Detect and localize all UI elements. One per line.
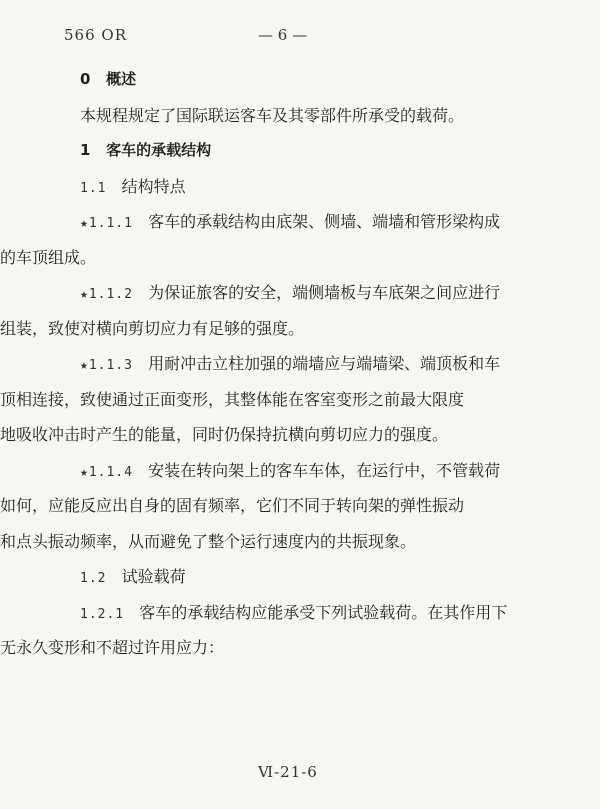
clause-1-1-3-line3: 地吸收冲击时产生的能量，同时仍保持抗横向剪切应力的强度。 [0,425,449,444]
document-body [0,64,548,668]
section-number: 0 [80,70,91,88]
clause-text: 用耐冲击立柱加强的端墙应与端墙梁、端顶板和车 [148,354,501,373]
section-number: 1.2 [80,571,107,586]
clause-number: ★1.1.2 [80,287,133,302]
clause-1-1-2-line2: 组装，致使对横向剪切应力有足够的强度。 [0,318,305,338]
document-code: 566 OR [64,26,127,44]
clause-1-1-3-line1 [80,348,548,380]
section-1-2-heading [80,561,548,593]
page-marker: — 6 — [258,26,308,44]
section-title: 概述 [106,70,137,88]
clause-1-1-4-line1 [80,455,548,487]
clause-1-2-1-line1 [80,597,548,629]
section-title: 客车的承载结构 [106,141,212,159]
clause-1-1-4-line2: 如何，应能反应出自身的固有频率，它们不同于转向架的弹性振动 [0,496,465,515]
clause-text: 客车的承载结构应能承受下列试验载荷。在其作用下 [139,602,508,622]
clause-number: ★1.1.4 [80,464,133,480]
section-number: 1.1 [80,180,107,196]
section-1-heading [80,135,548,167]
clause-1-1-3-line2: 顶相连接，致使通过正面变形，其整体能在客室变形之前最大限度 [0,389,465,409]
clause-1-1-1-line1 [80,206,548,238]
clause-text: 安装在转向架上的客车车体，在运行中，不管载荷 [148,460,501,480]
clause-text: 为保证旅客的安全，端侧墙板与车底架之间应进行 [148,283,501,302]
clause-1-1-2-line1 [80,277,548,309]
clause-1-1-1-line2: 的车顶组成。 [0,247,97,267]
page-footer-label: Ⅵ-21-6 [258,763,318,781]
clause-number: ★1.1.3 [80,358,133,373]
clause-text: 客车的承载结构由底架、侧墙、端墙和管形梁构成 [148,212,501,231]
clause-1-1-4-line3: 和点头振动频率，从而避免了整个运行速度内的共振现象。 [0,531,417,551]
section-title: 试验载荷 [121,567,186,586]
section-0-heading [80,64,548,96]
section-1-1-heading [80,171,548,203]
clause-1-2-1-line2: 无永久变形和不超过许用应力： [0,638,225,657]
section-title: 结构特点 [121,176,186,196]
clause-number: ★1.1.1 [80,216,133,231]
section-0-text: 本规程规定了国际联运客车及其零部件所承受的载荷。 [80,105,465,125]
section-number: 1 [80,141,91,159]
clause-number: 1.2.1 [80,606,125,622]
